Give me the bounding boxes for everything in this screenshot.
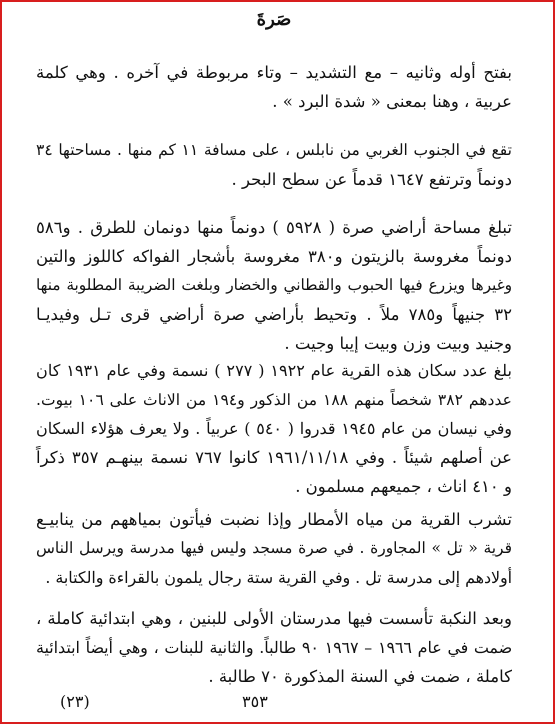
paragraph-5	[36, 505, 512, 592]
page-title: صَرةَ	[256, 9, 292, 30]
text-line: عربية ، وهنا بمعنى « شدة البرد » .	[272, 92, 512, 111]
text-line: قرية « تل » المجاورة . في صرة مسجد وليس فيها مدرسة ويرسل الناس	[36, 539, 512, 557]
text-line: تقع في الجنوب الغربي من نابلس ، على مسافة ١١ كم منها . مساحتها ٣٤	[36, 141, 512, 159]
page-number: ٣٥٣	[242, 692, 268, 711]
text-line: بلغ عدد سكان هذه القرية عام ١٩٢٢ ( ٢٧٧ ) نسمة وفي عام ١٩٣١ كان	[36, 361, 512, 380]
text-line: ٣٢ جنيهاً و٧٨٥ ملاً . وتحيط بأراضي صرة أراضي قرى تـل وفيديـا	[36, 305, 512, 324]
text-line: تبلغ مساحة أراضي صرة ( ٥٩٢٨ ) دونماً منها دونمان للطرق . و٥٨٦	[36, 218, 512, 237]
text-line: وجنيد وبيت وزن وبيت إيبا وجيت .	[284, 334, 512, 353]
text-line: وغيرها ويزرع فيها الحبوب والقطاني والخضار وبلغت الضريبة المطلوبة منها	[36, 276, 512, 294]
paragraph-6	[36, 604, 512, 691]
text-line: و ٤١٠ اناث ، جميعهم مسلمون .	[295, 477, 512, 496]
text-line: تشرب القرية من مياه الأمطار وإذا نضبت فيأتون بمياههم من ينابيـع	[36, 510, 512, 529]
text-line: بفتح أوله وثانيه – مع التشديد – وتاء مربوطة في آخره . وهي كلمة	[36, 63, 512, 82]
paragraph-1	[36, 58, 512, 116]
text-line: وبعد النكبة تأسست فيها مدرستان الأولى للبنين ، وهي ابتدائية كاملة ،	[36, 609, 512, 628]
paragraph-3	[36, 213, 512, 358]
paragraph-2	[36, 136, 512, 194]
text-line: أولادهم إلى مدرسة تل . وفي القرية ستة رجال يلمون بالقراءة والكتابة .	[45, 568, 512, 587]
paragraph-4	[36, 356, 512, 501]
text-line: دونماً مغروسة بالزيتون و٣٨٠ مغروسة بأشجار الفواكه كاللوز والتين	[36, 247, 512, 266]
text-line: كاملة ، ضمت في السنة المذكورة ٧٠ طالبة .	[208, 667, 512, 686]
text-line: عددهم ٣٨٢ شخصاً منهم ١٨٨ من الذكور و١٩٤ من الاناث على ١٠٦ بيوت.	[36, 390, 512, 409]
chapter-page-number: (٢٣)	[60, 692, 90, 711]
text-line: عن أصلهم شيئاً . وفي ١٩٦١/١١/١٨ كانوا ٧٦٧ نسمة بينهـم ٣٥٧ ذكراً	[36, 448, 513, 467]
text-line: وفي نيسان من عام ١٩٤٥ قدروا ( ٥٤٠ ) عربياً . ولا يعرف هؤلاء السكان	[36, 419, 512, 438]
text-line: ضمت في عام ١٩٦٦ – ١٩٦٧ ٩٠ طالباً. والثانية للبنات ، وهي أيضاً ابتدائية	[36, 638, 512, 657]
text-line: دونماً وترتفع ١٦٤٧ قدماً عن سطح البحر .	[231, 170, 512, 189]
document-page	[36, 8, 513, 711]
